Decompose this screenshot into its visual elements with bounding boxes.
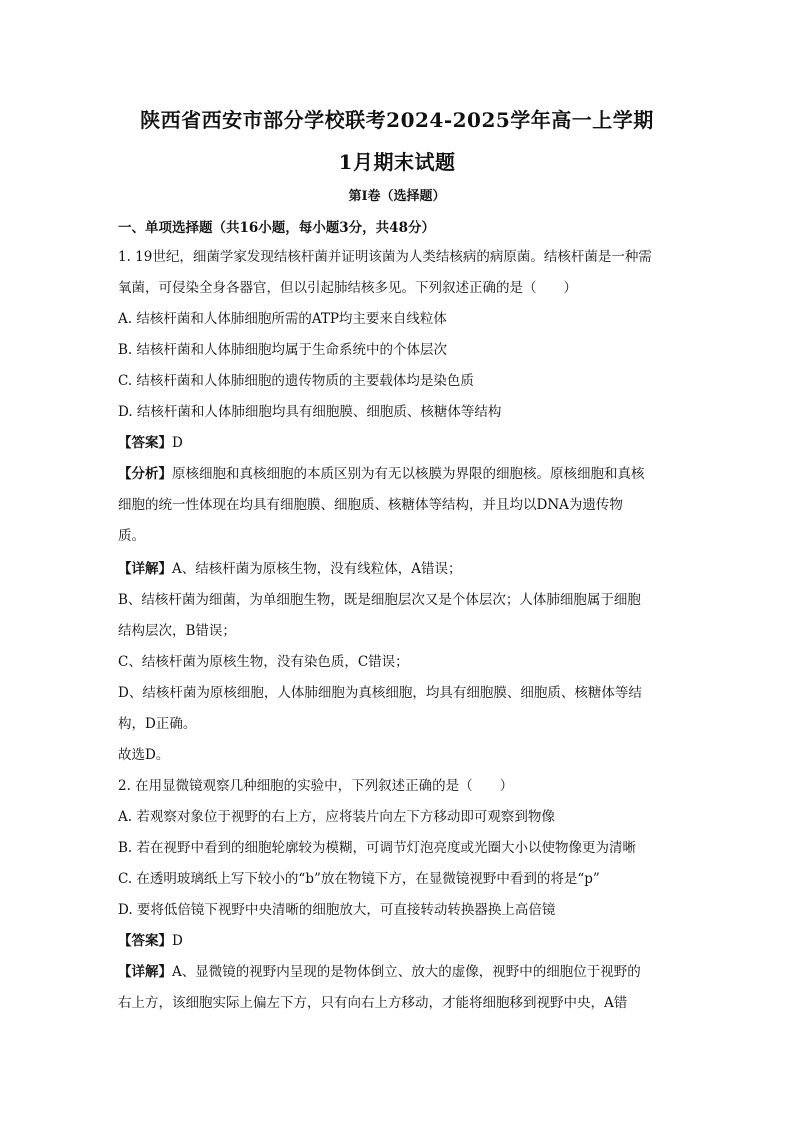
q2-detail-text-a1: A、显微镜的视野内呈现的是物体倒立、放大的虚像，视野中的细胞位于视野的 bbox=[172, 964, 641, 980]
q1-analysis-line-3: 质。 bbox=[118, 528, 145, 544]
q2-option-a: A. 若观察对象位于视野的右上方，应将装片向左下方移动即可观察到物像 bbox=[118, 809, 555, 825]
q2-detail-tag: 【详解】 bbox=[118, 964, 172, 980]
q1-conclusion: 故选D。 bbox=[118, 747, 170, 763]
q1-option-d: D. 结核杆菌和人体肺细胞均具有细胞膜、细胞质、核糖体等结构 bbox=[118, 404, 502, 420]
q2-answer-value: D bbox=[172, 933, 183, 949]
q1-analysis-line-1 bbox=[118, 464, 645, 484]
volume-heading: 第I卷（选择题） bbox=[348, 189, 446, 204]
q1-stem-line-1: 1. 19世纪，细菌学家发现结核杆菌并证明该菌为人类结核病的病原菌。结核杆菌是一种需 bbox=[118, 249, 652, 265]
q1-detail-tag: 【详解】 bbox=[118, 561, 172, 577]
q2-detail-line-a1 bbox=[118, 962, 641, 982]
q1-detail-line-d2: 构，D正确。 bbox=[118, 716, 197, 732]
q2-detail-line-a2: 右上方，该细胞实际上偏左下方，只有向右上方移动，才能将细胞移到视野中央，A错 bbox=[118, 995, 628, 1011]
q1-answer-value: D bbox=[172, 435, 183, 451]
q1-option-a: A. 结核杆菌和人体肺细胞所需的ATP均主要来自线粒体 bbox=[118, 311, 447, 327]
q1-detail-line-b1: B、结核杆菌为细菌，为单细胞生物，既是细胞层次又是个体层次；人体肺细胞属于细胞 bbox=[118, 592, 641, 608]
q1-analysis-tag: 【分析】 bbox=[118, 466, 172, 482]
q2-option-d: D. 要将低倍镜下视野中央清晰的细胞放大，可直接转动转换器换上高倍镜 bbox=[118, 902, 556, 918]
q1-analysis-line-2: 细胞的统一性体现在均具有细胞膜、细胞质、核糖体等结构，并且均以DNA为遗传物 bbox=[118, 497, 623, 513]
q1-answer-tag: 【答案】 bbox=[118, 435, 172, 451]
q1-option-c: C. 结核杆菌和人体肺细胞的遗传物质的主要载体均是染色质 bbox=[118, 373, 474, 389]
q1-detail-line-c: C、结核杆菌为原核生物，没有染色质，C错误； bbox=[118, 654, 409, 670]
exam-title-line-1: 陕西省西安市部分学校联考2024-2025学年高一上学期 bbox=[140, 108, 654, 132]
q2-option-c: C. 在透明玻璃纸上写下较小的“b”放在物镜下方，在显微镜视野中看到的将是“p” bbox=[118, 871, 600, 887]
q2-answer-tag: 【答案】 bbox=[118, 933, 172, 949]
q1-detail-line-d1: D、结核杆菌为原核细胞，人体肺细胞为真核细胞，均具有细胞膜、细胞质、核糖体等结 bbox=[118, 685, 642, 701]
q1-detail-text-a: A、结核杆菌为原核生物，没有线粒体，A错误； bbox=[172, 561, 462, 577]
q2-answer bbox=[118, 931, 183, 951]
exam-title-line-2: 1月期末试题 bbox=[338, 150, 456, 174]
q1-detail-line-a bbox=[118, 559, 462, 579]
q1-answer bbox=[118, 433, 183, 453]
q2-option-b: B. 若在视野中看到的细胞轮廓较为模糊，可调节灯泡亮度或光圈大小以使物像更为清晰 bbox=[118, 840, 637, 856]
q1-option-b: B. 结核杆菌和人体肺细胞均属于生命系统中的个体层次 bbox=[118, 342, 448, 358]
section-heading: 一、单项选择题（共16小题，每小题3分，共48分） bbox=[118, 220, 435, 236]
q1-stem-line-2: 氧菌，可侵染全身各器官，但以引起肺结核多见。下列叙述正确的是（ ） bbox=[118, 280, 577, 296]
q1-analysis-text-1: 原核细胞和真核细胞的本质区别为有无以核膜为界限的细胞核。原核细胞和真核 bbox=[172, 466, 645, 482]
q1-detail-line-b2: 结构层次，B错误； bbox=[118, 623, 236, 639]
q2-stem: 2. 在用显微镜观察几种细胞的实验中，下列叙述正确的是（ ） bbox=[118, 778, 514, 794]
